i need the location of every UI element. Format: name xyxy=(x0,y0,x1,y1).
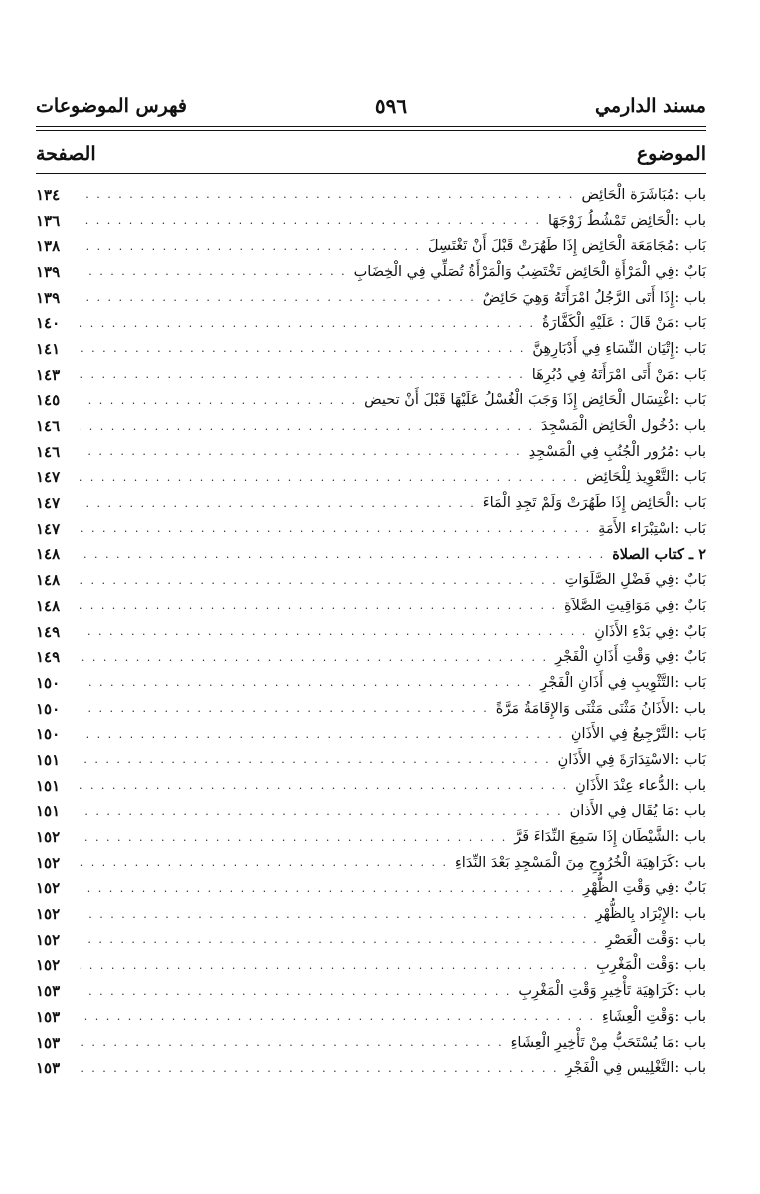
section-title: فهرس الموضوعات xyxy=(36,95,187,117)
toc-entry xyxy=(36,465,706,491)
entry-page-number: ١٤٩ xyxy=(36,648,61,667)
entry-page-number: ١٥٢ xyxy=(36,853,61,872)
dot-leader xyxy=(80,574,561,587)
entry-prefix: باب : xyxy=(674,1008,706,1025)
entry-prefix: باب : xyxy=(674,700,706,717)
toc-entry xyxy=(36,439,706,465)
entry-page-number: ١٥٢ xyxy=(36,930,61,949)
toc-entry xyxy=(36,516,706,542)
toc-entry xyxy=(36,747,706,773)
entry-page-number: ١٥١ xyxy=(36,750,61,769)
entry-prefix: باب : xyxy=(674,1060,706,1077)
dot-leader xyxy=(80,908,592,921)
entry-title: اغْتِسَال الْحَائِض إِذَا وَجَبَ الْغُسْلُ عَلَيْهَا قَبْلَ أَنْ تحيض xyxy=(364,392,675,409)
toc-entry xyxy=(36,542,706,568)
entry-title: الاسْتِدَارَةَ فِي الأَذَانِ xyxy=(557,751,675,768)
entry-page-number: ١٣٩ xyxy=(36,288,61,307)
entry-title: كَرَاهِيَة الْخُرُوجِ مِنَ الْمَسْجِدِ بَعْدَ النِّدَاءِ xyxy=(454,854,675,871)
entry-prefix: بَاب : xyxy=(674,495,706,512)
entry-page-number: ١٥٣ xyxy=(36,982,61,1001)
page-number: ٥٩٦ xyxy=(374,94,408,118)
toc-entry xyxy=(36,336,706,362)
entry-page-number: ١٤٨ xyxy=(36,571,61,590)
entry-page-number: ١٥٢ xyxy=(36,905,61,924)
entry-prefix: باب : xyxy=(674,1034,706,1051)
dot-leader xyxy=(80,317,538,330)
entry-title: فِي بَدْءِ الأَذَانِ xyxy=(594,623,675,640)
entry-page-number: ١٥٠ xyxy=(36,699,61,718)
entry-title: الشَّيْطَان إِذَا سَمِعَ النِّدَاءَ فَرَّ xyxy=(514,829,675,846)
entry-title: مُبَاشَرَة الْحَائِض xyxy=(581,186,675,203)
toc-entry xyxy=(36,285,706,311)
entry-prefix: باب : xyxy=(674,906,706,923)
toc-entry xyxy=(36,670,706,696)
toc-entry xyxy=(36,696,706,722)
topic-heading: الموضوع xyxy=(636,143,706,165)
toc-entry xyxy=(36,619,706,645)
toc-entry xyxy=(36,1030,706,1056)
entry-prefix: باب : xyxy=(674,418,706,435)
entry-prefix: باب : xyxy=(674,931,706,948)
entry-page-number: ١٤٥ xyxy=(36,391,61,410)
dot-leader xyxy=(80,240,424,253)
dot-leader xyxy=(80,728,567,741)
entry-page-number: ١٤٨ xyxy=(36,596,61,615)
entry-title: إِتْيَان النِّسَاءِ فِي أَدْبَارِهِنَّ xyxy=(532,340,675,357)
entry-page-number: ١٣٩ xyxy=(36,262,61,281)
toc-entry xyxy=(36,413,706,439)
dot-leader xyxy=(80,265,350,278)
dot-leader xyxy=(80,753,554,766)
column-headings xyxy=(36,135,706,173)
entry-page-number: ١٤٣ xyxy=(36,365,61,384)
dot-leader xyxy=(80,933,602,946)
dot-leader xyxy=(80,676,536,689)
entry-title: التَّثْوِيبِ فِي أَذَانِ الْفَجْرِ xyxy=(540,674,675,691)
toc-entry xyxy=(36,824,706,850)
dot-leader xyxy=(80,882,579,895)
entry-page-number: ١٤٧ xyxy=(36,519,61,538)
entry-title: فِي وَقْتِ الظُّهْرِ xyxy=(582,880,675,897)
entry-title: وَقْتِ الْعِشَاءِ xyxy=(601,1008,675,1025)
entry-page-number: ١٥٣ xyxy=(36,1033,61,1052)
column-rule xyxy=(36,173,706,174)
entry-page-number: ١٥٠ xyxy=(36,673,61,692)
entry-page-number: ١٥٣ xyxy=(36,1007,61,1026)
toc-entry xyxy=(36,208,706,234)
toc-list xyxy=(36,182,706,1081)
entry-prefix: باب : xyxy=(674,443,706,460)
entry-page-number: ١٣٤ xyxy=(36,185,61,204)
entry-page-number: ١٤١ xyxy=(36,339,61,358)
entry-prefix: باب : xyxy=(674,854,706,871)
dot-leader xyxy=(80,368,528,381)
toc-entry xyxy=(36,721,706,747)
entry-page-number: ١٥٣ xyxy=(36,1059,61,1078)
entry-prefix: باب : xyxy=(674,803,706,820)
entry-prefix: بَابٌ : xyxy=(674,880,706,897)
entry-page-number: ١٥٢ xyxy=(36,879,61,898)
dot-leader xyxy=(80,599,560,612)
entry-prefix: باب : xyxy=(674,829,706,846)
entry-title: مَا يُقَال فِي الأَذان xyxy=(569,803,675,820)
dot-leader xyxy=(80,779,571,792)
entry-title: الدُّعاء عِنْدَ الأَذَانِ xyxy=(575,777,675,794)
dot-leader xyxy=(80,548,608,561)
entry-page-number: ١٥٢ xyxy=(36,828,61,847)
dot-leader xyxy=(80,959,592,972)
dot-leader xyxy=(80,420,537,433)
entry-title: كَرَاهِيَة تَأْخِيرِ وَقْتِ الْمَغْرِبِ xyxy=(518,983,675,1000)
dot-leader xyxy=(80,522,594,535)
entry-title: الإِبْرَاد بِالظُّهْرِ xyxy=(595,906,675,923)
entry-page-number: ١٤٠ xyxy=(36,314,61,333)
dot-leader xyxy=(80,471,582,484)
dot-leader xyxy=(80,445,525,458)
toc-entry xyxy=(36,233,706,259)
toc-entry xyxy=(36,1055,706,1081)
entry-prefix: بَابٌ : xyxy=(674,649,706,666)
entry-prefix: بَاب : xyxy=(674,469,706,486)
entry-prefix: باب : xyxy=(674,777,706,794)
toc-entry xyxy=(36,953,706,979)
dot-leader xyxy=(80,625,590,638)
entry-prefix: بَاب : xyxy=(674,238,706,255)
header-rule xyxy=(36,126,706,131)
entry-page-number: ١٤٩ xyxy=(36,622,61,641)
entry-prefix: بَاب : xyxy=(674,726,706,743)
dot-leader xyxy=(80,1036,507,1049)
entry-page-number: ١٣٨ xyxy=(36,237,61,256)
toc-entry xyxy=(36,799,706,825)
entry-prefix: باب : xyxy=(674,186,706,203)
dot-leader xyxy=(80,497,479,510)
book-title: مسند الدارمي xyxy=(595,95,706,117)
dot-leader xyxy=(80,856,451,869)
entry-page-number: ١٤٧ xyxy=(36,468,61,487)
toc-entry xyxy=(36,876,706,902)
toc-entry xyxy=(36,567,706,593)
entry-title: مَنْ أَتَى امْرَأَتَهُ فِي دُبُرِهَا xyxy=(531,366,675,383)
entry-prefix: بَاب : xyxy=(674,520,706,537)
entry-title: التَّرْجِيعُ فِي الأَذَانِ xyxy=(570,726,675,743)
toc-entry xyxy=(36,490,706,516)
toc-entry xyxy=(36,388,706,414)
dot-leader xyxy=(80,805,566,818)
entry-title: وَقْت الْمَغْرِبِ xyxy=(596,957,675,974)
entry-page-number: ١٤٨ xyxy=(36,545,61,564)
entry-title: الْحَائِض إِذَا طَهُرَتْ وَلَمْ تَجِدِ الْمَاءَ xyxy=(482,495,675,512)
entry-title: مَا يُسْتَحَبُّ مِنْ تَأْخِيرِ الْعِشَاءِ xyxy=(510,1034,675,1051)
entry-prefix: باب : xyxy=(674,212,706,229)
entry-title: دُخُول الْحَائِض الْمَسْجِدَ xyxy=(540,418,675,435)
toc-entry xyxy=(36,901,706,927)
entry-title: التَّعْوِيذ لِلْحَائِض xyxy=(586,469,675,486)
entry-prefix: باب : xyxy=(674,957,706,974)
entry-prefix: باب : xyxy=(674,289,706,306)
entry-prefix: باب : xyxy=(674,983,706,1000)
dot-leader xyxy=(80,394,360,407)
entry-title: التَّغْلِيس فِي الْفَجْرِ xyxy=(565,1060,675,1077)
page-heading: الصفحة xyxy=(36,143,96,165)
entry-title: الْحَائِض تَمْشُطُ زَوْجَهَا xyxy=(547,212,675,229)
entry-title: مَنْ قَالَ : عَلَيْهِ الْكَفَّارَةُ xyxy=(541,315,675,332)
toc-entry xyxy=(36,182,706,208)
index-page xyxy=(36,88,706,1081)
entry-page-number: ١٥٢ xyxy=(36,956,61,975)
entry-title: إِذَا أَتَى الرَّجُلُ امْرَأَتَهُ وَهِيَ حَائِضٌ xyxy=(482,289,675,306)
entry-prefix: بَاب : xyxy=(674,674,706,691)
toc-entry xyxy=(36,773,706,799)
entry-page-number: ١٥١ xyxy=(36,802,61,821)
entry-prefix: بَاب : xyxy=(674,315,706,332)
toc-entry xyxy=(36,978,706,1004)
toc-entry xyxy=(36,1004,706,1030)
entry-page-number: ١٥٠ xyxy=(36,725,61,744)
entry-title: فِي وَقْتِ أَذَانِ الْفَجْرِ xyxy=(555,649,675,666)
dot-leader xyxy=(80,342,528,355)
dot-leader xyxy=(80,651,551,664)
dot-leader xyxy=(80,188,577,201)
dot-leader xyxy=(80,1010,598,1023)
entry-page-number: ١٥١ xyxy=(36,776,61,795)
toc-entry xyxy=(36,310,706,336)
toc-entry xyxy=(36,259,706,285)
entry-page-number: ١٤٦ xyxy=(36,417,61,436)
entry-title: وَقْت الْعَصْرِ xyxy=(605,931,675,948)
running-header xyxy=(36,88,706,124)
toc-entry xyxy=(36,927,706,953)
entry-title: مُرُور الْجُنُبِ فِي الْمَسْجِدِ xyxy=(528,443,675,460)
toc-entry xyxy=(36,593,706,619)
dot-leader xyxy=(80,291,479,304)
entry-prefix: بَاب : xyxy=(674,366,706,383)
toc-entry xyxy=(36,644,706,670)
toc-entry xyxy=(36,362,706,388)
entry-title: فِي مَوَاقِيتِ الصَّلاَةِ xyxy=(564,597,675,614)
toc-entry xyxy=(36,850,706,876)
entry-prefix: بَاب : xyxy=(674,340,706,357)
entry-prefix: بَاب : xyxy=(674,751,706,768)
entry-prefix: بَابٌ : xyxy=(674,597,706,614)
dot-leader xyxy=(80,985,514,998)
dot-leader xyxy=(80,214,544,227)
entry-title: الأَذَانُ مَثْنَى مَثْنَى وَالإِقَامَةُ مَرَّةً xyxy=(495,700,675,717)
dot-leader xyxy=(80,831,510,844)
entry-prefix: بَابٌ : xyxy=(674,572,706,589)
chapter-heading: ٢ ـ كتاب الصلاة xyxy=(612,545,706,563)
entry-title: مُجَامَعَة الْحَائِض إِذَا طَهُرَتْ قَبْلَ أَنْ تَغْتَسِلَ xyxy=(427,238,675,255)
entry-title: فِي فَضْلِ الصَّلَوَاتِ xyxy=(564,572,675,589)
entry-page-number: ١٣٦ xyxy=(36,211,61,230)
dot-leader xyxy=(80,1062,562,1075)
entry-prefix: بَابٌ : xyxy=(674,263,706,280)
entry-page-number: ١٤٧ xyxy=(36,494,61,513)
entry-prefix: بَاب : xyxy=(674,392,706,409)
entry-title: اسْتِبْرَاء الأَمَةِ xyxy=(598,520,675,537)
entry-page-number: ١٤٦ xyxy=(36,442,61,461)
entry-title: فِي الْمَرْأَةِ الْحَائِض تَخْتَضِبُ وَالْمَرْأَةُ تُصَلِّي فِي الْخِضَابِ xyxy=(353,263,675,280)
entry-prefix: بَابٌ : xyxy=(674,623,706,640)
dot-leader xyxy=(80,702,492,715)
